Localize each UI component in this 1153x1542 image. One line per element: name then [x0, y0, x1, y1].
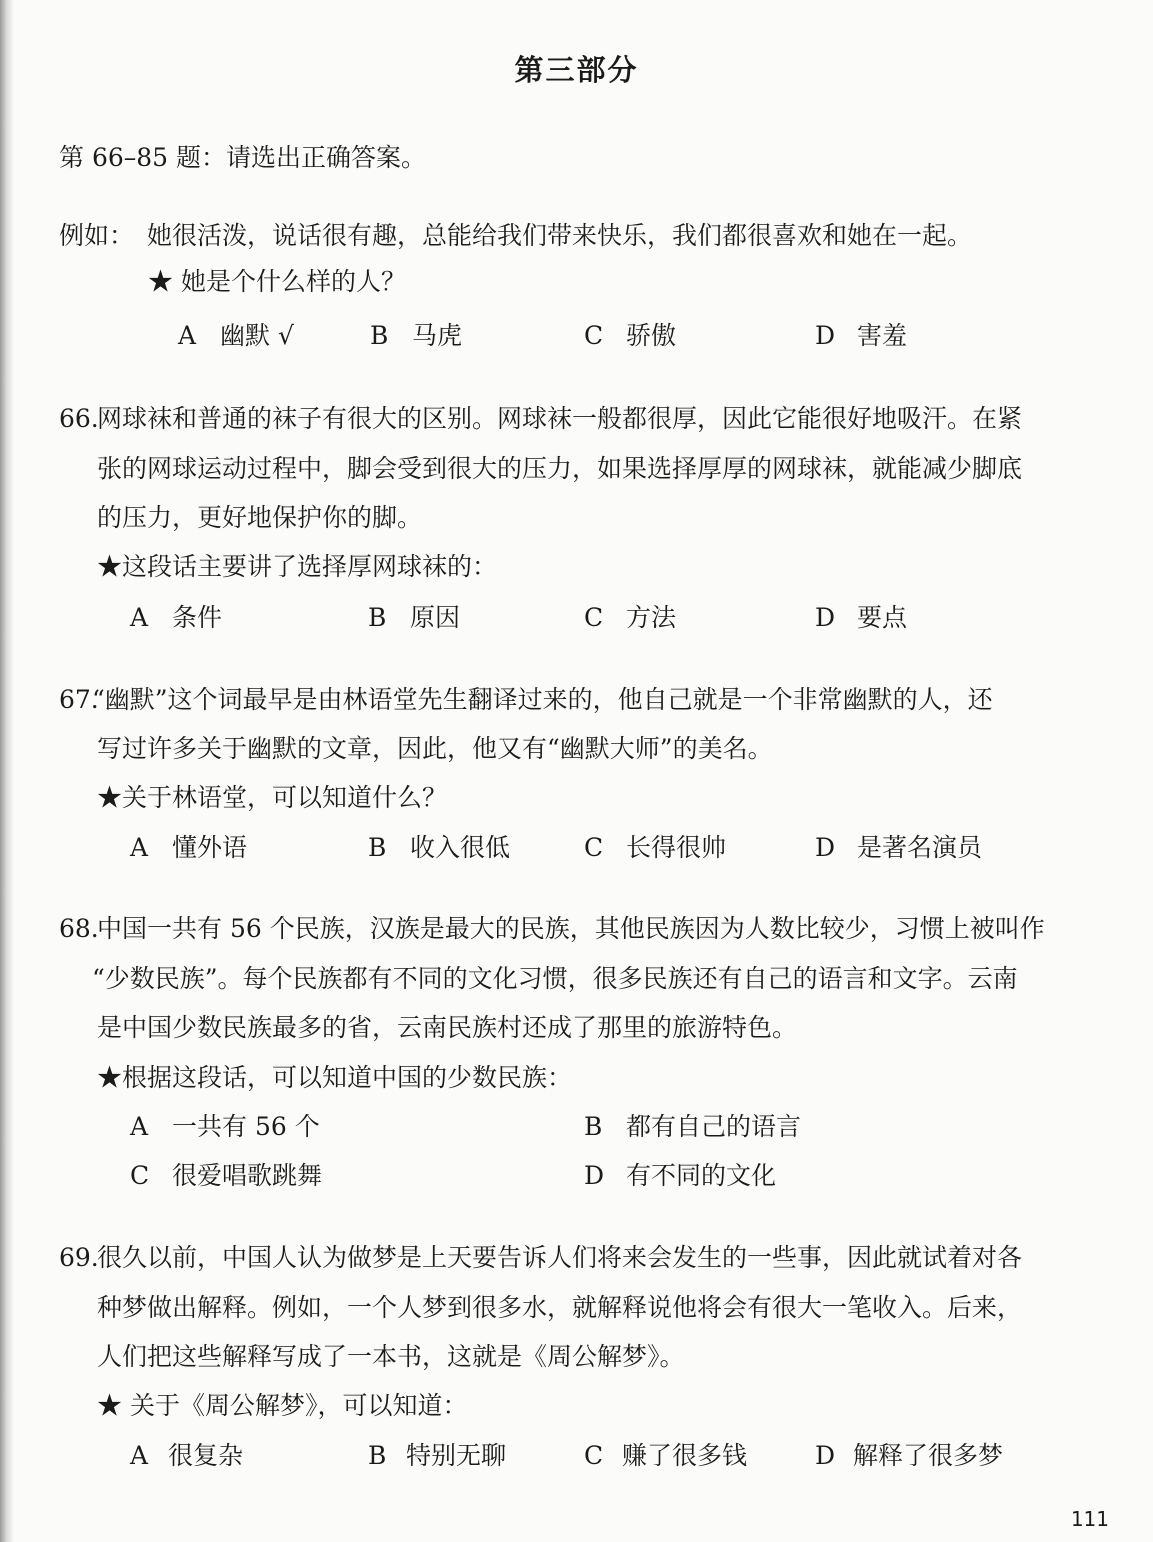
section-title: 第三部分: [514, 53, 639, 87]
question-68-option-b: B 都有自己的语言: [584, 1112, 802, 1141]
question-67-number: 67.: [59, 685, 99, 714]
question-66-option-c: C 方法: [584, 603, 677, 632]
question-68-option-c: C 很爱唱歌跳舞: [130, 1161, 323, 1190]
question-67-option-a: A 懂外语: [130, 833, 248, 862]
question-66-option-b: B 原因: [368, 603, 461, 632]
example-option-c: C 骄傲: [584, 321, 677, 350]
page-number: 111: [1070, 1507, 1109, 1531]
question-67-prompt: ★关于林语堂，可以知道什么？: [97, 783, 448, 812]
question-69-number: 69.: [59, 1243, 99, 1272]
example-option-a: A 幽默 √: [178, 321, 294, 350]
question-68-line-3: 是中国少数民族最多的省，云南民族村还成了那里的旅游特色。: [97, 1013, 798, 1042]
question-69-line-3: 人们把这些解释写成了一本书，这就是《周公解梦》。: [97, 1342, 685, 1371]
question-66-line-1: 网球袜和普通的袜子有很大的区别。网球袜一般都很厚，因此它能很好地吸汗。在紧: [97, 404, 1023, 433]
question-69-line-1: 很久以前，中国人认为做梦是上天要告诉人们将来会发生的一些事，因此就试着对各: [97, 1243, 1023, 1272]
question-68-option-a: A 一共有 56 个: [130, 1112, 320, 1141]
example-question: ★ 她是个什么样的人？: [148, 267, 406, 296]
question-68-prompt: ★根据这段话，可以知道中国的少数民族：: [97, 1063, 573, 1092]
question-69-line-2: 种梦做出解释。例如，一个人梦到很多水，就解释说他将会有很大一笔收入。后来，: [97, 1293, 1023, 1322]
example-passage: 她很活泼，说话很有趣，总能给我们带来快乐，我们都很喜欢和她在一起。: [147, 221, 973, 250]
question-68-number: 68.: [59, 914, 99, 943]
question-67-option-d: D 是著名演员: [815, 833, 983, 862]
question-66-line-2: 张的网球运动过程中，脚会受到很大的压力，如果选择厚厚的网球袜，就能减少脚底: [97, 454, 1023, 483]
question-66-line-3: 的压力，更好地保护你的脚。: [97, 503, 423, 532]
question-68-option-d: D 有不同的文化: [584, 1161, 777, 1190]
question-67-option-c: C 长得很帅: [584, 833, 727, 862]
question-69-prompt: ★ 关于《周公解梦》，可以知道：: [97, 1391, 468, 1420]
example-option-b: B 马虎: [370, 321, 463, 350]
question-66-prompt: ★这段话主要讲了选择厚网球袜的：: [97, 552, 498, 581]
question-67-line-2: 写过许多关于幽默的文章，因此，他又有“幽默大师”的美名。: [97, 734, 773, 763]
question-67-option-b: B 收入很低: [368, 833, 511, 862]
question-66-number: 66.: [59, 404, 99, 433]
question-69-option-c: C 赚了很多钱: [584, 1441, 748, 1470]
question-68-line-2: “少数民族”。每个民族都有不同的文化习惯，很多民族还有自己的语言和文字。云南: [92, 964, 1018, 993]
page-binding-shadow: [0, 0, 14, 1542]
instructions: 第 66–85 题：请选出正确答案。: [59, 143, 427, 172]
question-69-option-b: B 特别无聊: [368, 1441, 507, 1470]
question-66-option-a: A 条件: [130, 603, 223, 632]
example-option-d: D 害羞: [815, 321, 908, 350]
question-68-line-1: 中国一共有 56 个民族，汉族是最大的民族，其他民族因为人数比较少，习惯上被叫作: [97, 914, 1045, 943]
question-69-option-a: A 很复杂: [130, 1441, 244, 1470]
question-69-option-d: D 解释了很多梦: [815, 1441, 1004, 1470]
question-66-option-d: D 要点: [815, 603, 908, 632]
question-67-line-1: “幽默”这个词最早是由林语堂先生翻译过来的，他自己就是一个非常幽默的人，还: [92, 685, 993, 714]
example-label: 例如：: [59, 221, 135, 250]
